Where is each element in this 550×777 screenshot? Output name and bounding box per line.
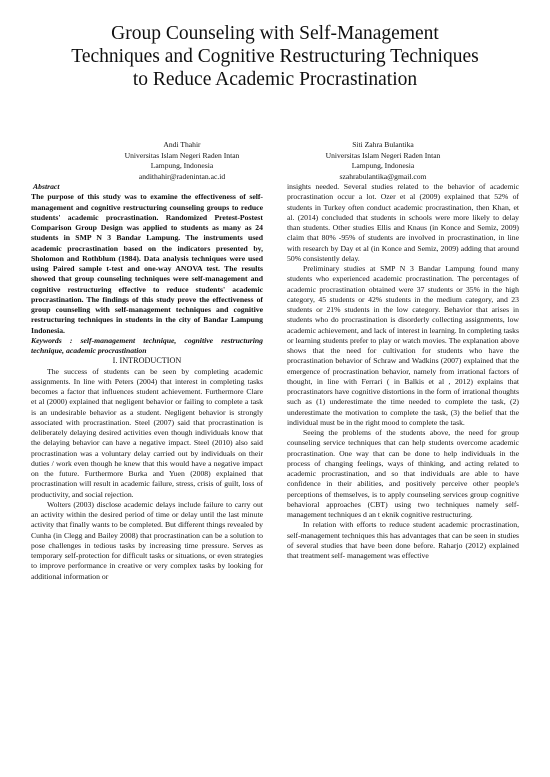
author-email: andithahir@radenintan.ac.id (138, 171, 226, 181)
title-line-3: to Reduce Academic Procrastination (132, 69, 418, 90)
right-paragraph-2: Preliminary studies at SMP N 3 Bandar Lampung found many students who experienced academic procrastination. The percentages of academic procrastination obtained were 37 students or 35% in the high category, 45 students or 42% students in the medium category, and 23 students or 21% students in the low category. Behavior that arises in students who do procrastination is disorderly collecting assignments, low academic achievement, and lack of interest in learning. In completing tasks or learning students prefer to play or watch movies. The explanation above shows that the need for cultivation for students who have the procrastination behavior of Schraw and Wadkins (2007) explained that the emergence of procrastination behavior, namely from irrational factors of thought, in line with Ferrari ( in Balkis et al , 2012) explains that procrastinators have cognitive distortions in the form of irrational thoughts such as (1) underestimate the time needed to complete the task, (2) underestimate the motivation to complete the task, (3) the belief that the individual must be in the right mood to complete the task. (287, 264, 519, 427)
title-line-1: Group Counseling with Self-Management (111, 23, 439, 44)
abstract-heading: Abstract (33, 182, 60, 191)
keywords-line (31, 336, 263, 357)
author-name: Andi Thahir (163, 140, 201, 149)
right-paragraph-4: In relation with efforts to reduce student academic procrastination, self-management techniques this has advantages that can be seen in studies of several studies that have been done before. Raharjo (2012) explained that treatment self- management was effective (287, 520, 519, 560)
left-column (31, 182, 263, 582)
keywords-label: Keywords (31, 335, 62, 345)
author-location: Lampung, Indonesia (150, 161, 214, 170)
author-name: Siti Zahra Bulantika (352, 140, 414, 149)
section-heading-introduction: I. INTRODUCTION (112, 356, 182, 366)
paper-title (20, 22, 530, 91)
intro-paragraph-1: The success of students can be seen by completing academic assignments. In line with Peters (2004) that interest in completing tasks becomes a factor that influences student achievement. Furthermore Clare et al (2000) explained that negligent behavior or failing to complete a task is an undesirable behavior as a student. Negligent behavior is strongly associated with procrastination. Steel (2007) said that procrastination is deliberately delaying desired activities even though individuals know that the delaying behavior can have a negative impact. Steel (2010) also said procrastination was a voluntary delay carried out by individuals on their duties / work even though he knew that this would have a negative impact on the future. Furthermore Burka and Yuen (2008) explained that procrastination will result in academic failure, stress, crisis of guilt, loss of productivity, and social rejection. (31, 366, 263, 499)
title-line-2: Techniques and Cognitive Restructuring Techniques (71, 46, 479, 67)
author-affiliation: Universitas Islam Negeri Raden Intan (325, 150, 441, 160)
author-affiliation: Universitas Islam Negeri Raden Intan (124, 150, 240, 160)
right-column (287, 182, 519, 561)
right-paragraph-3: Seeing the problems of the students above, the need for group counseling service techniques that can help students overcome academic procrastination. One way that can be done to help individuals in the process of changing feelings, ways of thinking, and acting related to academic procrastination, and so that individuals are able to have confidence in their abilities, and positively perceive other people's perceptions of themselves, is to apply counseling services group cognitive behavioral approaches (CBT) using two techniques namely self-management techniques d an t eknik cognitive restructuring. (287, 428, 519, 519)
author-location: Lampung, Indonesia (351, 161, 415, 170)
author-block-2 (263, 140, 503, 182)
keywords-text: : self-management technique, cognitive restructuring technique, academic procrastination (31, 335, 264, 355)
abstract-body: The purpose of this study was to examine the effectiveness of self-management and cognitive restructuring counseling groups to reduce students' academic procrastination. Randomized Pretest-Postest Comparison Group Design was applied to students as many as 24 students in SMP N 3 Bandar Lampung. The instruments used academic procrastination based on the indicators presented by, Sholomon and Rothblum (1984). Data analysis techniques were used using Paired sample t-test and one-way ANOVA test. The results showed that group counseling techniques were self-management and cognitive restructuring effective to reduce students' academic procrastination. The findings of this study prove the effectiveness of group counseling with self-management techniques and cognitive restructuring techniques in students in the city of Bandar Lampung Indonesia. (31, 192, 263, 335)
right-paragraph-1: insights needed. Several studies related to the behavior of academic procrastination occur a lot. Ozer et al (2009) explained that 52% of students in Turkey often conduct academic procrastination, then Khan, et al. (2014) concluded that students in schools were more likely to delay than students. Other studies Ellis and Knaus (in Konce and Semiz, 2009) claim that 80% -95% of students are involved in procrastination, in line with research by Day et al (in Konce and Semiz, 2009) adding that around 50% consistently delay. (287, 182, 519, 263)
intro-paragraph-2: Wolters (2003) disclose academic delays include failure to carry out an activity within the desired period of time or delay until the last minute activity that finally wants to be completed. But different things revealed by Cunha (in Clegg and Bailey 2008) that procrastination can be a solution to pose challenges in tedious tasks by increasing time pressure. Serves as temporary self-protection for difficult tasks or situations, or even strategies to improve performance in creative or very complex tasks by looking for additional information or (31, 499, 263, 581)
author-email: szahrabulantika@gmail.com (339, 171, 427, 181)
